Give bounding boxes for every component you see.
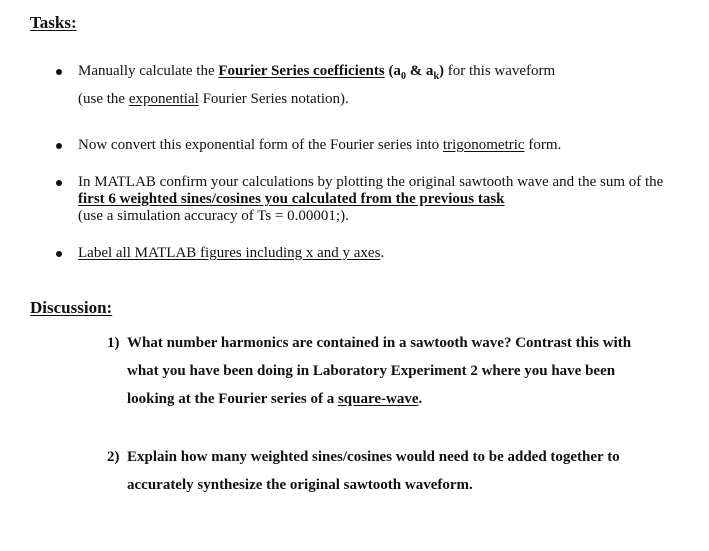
task-item-2 xyxy=(78,137,678,154)
task-4-text-end: . xyxy=(380,245,385,261)
discussion-question-2 xyxy=(107,443,652,499)
task-item-1 xyxy=(78,63,678,108)
fourier-coefficients-term: Fourier Series coefficients xyxy=(218,63,385,79)
task-1-text: Manually calculate the xyxy=(78,63,219,79)
discussion-question-1 xyxy=(107,329,652,413)
task-item-4 xyxy=(78,245,678,262)
first-6-sines-term: first 6 weighted sines/cosines you calculated from the previous task xyxy=(78,191,505,207)
trigonometric-term: trigonometric xyxy=(442,137,525,153)
coeff-a0-prefix: ($a_0$ & $a_k$) xyxy=(384,63,444,82)
task-2-text-end: form. xyxy=(524,137,562,153)
task-1-text-end: for this waveform xyxy=(444,63,556,79)
task-3-simulation-note: (use a simulation accuracy of Ts = 0.00001;). xyxy=(78,208,349,224)
discussion-heading: Discussion: xyxy=(30,298,113,317)
tasks-heading: Tasks: xyxy=(30,13,77,32)
square-wave-term: square-wave xyxy=(337,391,419,407)
task-3-text: In MATLAB confirm your calculations by plotting the original sawtooth wave and the sum of the xyxy=(78,174,664,190)
task-item-3 xyxy=(78,174,678,225)
task-1-line-2: (use the exponential Fourier Series notation). xyxy=(78,91,349,107)
task-2-text: Now convert this exponential form of the Fourier series into xyxy=(78,137,443,153)
question-2-text: Explain how many weighted sines/cosines would need to be added together to accurately synthesize the original sawtooth waveform. xyxy=(127,449,620,493)
label-figures-text: Label all MATLAB figures including x and y axes xyxy=(78,245,381,261)
exponential-term: exponential xyxy=(128,91,199,107)
question-2-number: 2) xyxy=(107,449,120,465)
question-1-number: 1) xyxy=(107,335,120,351)
question-1-text: What number harmonics are contained in a sawtooth wave? Contrast this with what you have been doing in Laboratory Experiment 2 where you have been looking at the Fourier series of a square-wave. xyxy=(127,335,632,407)
